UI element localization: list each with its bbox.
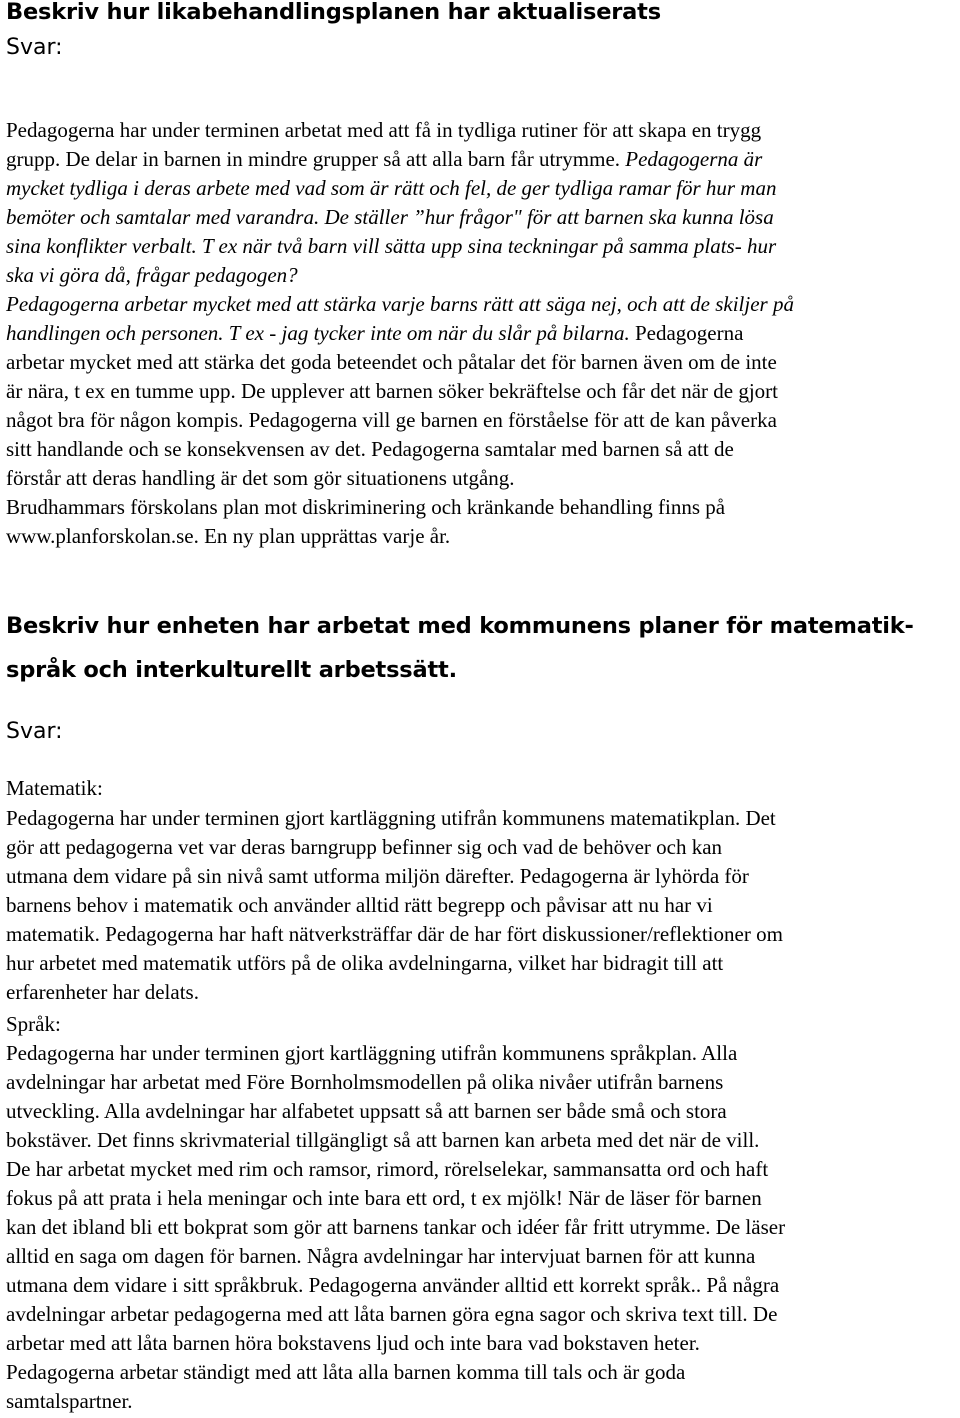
text-span: T ex när två barn vill sätta upp sina teckningar på samma plats- hur bbox=[201, 234, 777, 258]
text-span: är nära, t ex en tumme upp. bbox=[6, 379, 241, 403]
language-line: bokstäver. Det finns skrivmaterial tillgängligt så att barnen kan arbeta med det när de vill. bbox=[6, 1128, 760, 1152]
section1-line bbox=[6, 261, 956, 290]
text-span: Brudhammars förskolans plan mot diskriminering och kränkande behandling finns på bbox=[6, 495, 726, 519]
math-line: gör att pedagogerna vet var deras barngrupp befinner sig och vad de behöver och kan bbox=[6, 835, 723, 859]
language-line: kan det ibland bli ett bokprat som gör att barnens tankar och idéer får fritt utrymme. De läser bbox=[6, 1215, 786, 1239]
text-span: Pedagogerna är bbox=[625, 147, 763, 171]
section2-answer-label: Svar: bbox=[6, 719, 63, 744]
section1-line bbox=[6, 203, 956, 232]
language-line: utmana dem vidare i sitt språkbruk. Pedagogerna använder alltid ett korrekt språk.. På några bbox=[6, 1273, 780, 1297]
section1-heading: Beskriv hur likabehandlingsplanen har aktualiserats bbox=[6, 0, 661, 25]
math-label: Matematik: bbox=[6, 776, 103, 800]
math-line: utmana dem vidare på sin nivå samt utforma miljön därefter. Pedagogerna är lyhörda för bbox=[6, 864, 749, 888]
section2-heading-line2: språk och interkulturellt arbetssätt. bbox=[6, 657, 457, 683]
language-line: avdelningar arbetar pedagogerna med att låta barnen göra egna sagor och skriva text till. De bbox=[6, 1302, 778, 1326]
math-line: erfarenheter har delats. bbox=[6, 980, 199, 1004]
language-line: samtalspartner. bbox=[6, 1389, 133, 1413]
text-span: T ex - jag tycker inte om när du slår på bilarna. bbox=[228, 321, 635, 345]
text-span: Pedagogerna arbetar mycket med att stärka varje barns rätt att säga nej, och att de skiljer på bbox=[6, 292, 794, 316]
text-span: Pedagogerna bbox=[634, 321, 744, 345]
language-line: utveckling. Alla avdelningar har alfabetet uppsatt så att barnen ser både små och stora bbox=[6, 1099, 727, 1123]
section1-line bbox=[6, 319, 956, 348]
section1-line bbox=[6, 435, 956, 464]
text-span: sina konflikter verbalt. bbox=[6, 234, 202, 258]
section1-line bbox=[6, 116, 956, 145]
text-span: bemöter och samtalar med varandra. bbox=[6, 205, 325, 229]
language-line: arbetar med att låta barnen höra bokstavens ljud och inte bara vad bokstaven heter. bbox=[6, 1331, 700, 1355]
section1-answer-label: Svar: bbox=[6, 35, 63, 60]
language-line: Pedagogerna arbetar ständigt med att låta alla barnen komma till tals och är goda bbox=[6, 1360, 686, 1384]
section1-line bbox=[6, 522, 956, 551]
math-line: matematik. Pedagogerna har haft nätverksträffar där de har fört diskussioner/reflektioner om bbox=[6, 922, 783, 946]
language-body bbox=[6, 1039, 956, 1416]
section1-line bbox=[6, 493, 956, 522]
language-line: avdelningar har arbetat med Före Bornholmsmodellen på olika nivåer utifrån barnens bbox=[6, 1070, 724, 1094]
text-span: handlingen och personen. bbox=[6, 321, 229, 345]
math-line: barnens behov i matematik och använder alltid rätt begrepp och påvisar att nu har vi bbox=[6, 893, 713, 917]
section1-line bbox=[6, 174, 956, 203]
section1-line bbox=[6, 464, 956, 493]
text-span: ska vi göra då, frågar pedagogen? bbox=[6, 263, 298, 287]
language-line: De har arbetat mycket med rim och ramsor, rimord, rörelselekar, sammansatta ord och haft bbox=[6, 1157, 769, 1181]
language-line: Pedagogerna har under terminen gjort kartläggning utifrån kommunens språkplan. Alla bbox=[6, 1041, 738, 1065]
language-line: fokus på att prata i hela meningar och inte bara ett ord, t ex mjölk! När de läser för barnen bbox=[6, 1186, 762, 1210]
section1-body bbox=[6, 116, 956, 551]
math-line: hur arbetet med matematik utförs på de olika avdelningarna, vilket har bidragit till att bbox=[6, 951, 724, 975]
text-span: grupp. De delar in barnen in mindre grupper så att alla barn får utrymme. bbox=[6, 147, 626, 171]
section1-line bbox=[6, 406, 956, 435]
text-span: Pedagogerna samtalar med barnen så att de bbox=[371, 437, 734, 461]
text-span: De ställer ”hur frågor" för att barnen ska kunna lösa bbox=[324, 205, 774, 229]
section1-line bbox=[6, 232, 956, 261]
text-span: Pedagogerna har under terminen arbetat med att få in tydliga rutiner för att skapa en trygg bbox=[6, 118, 762, 142]
text-span: sitt handlande och se konsekvensen av det. bbox=[6, 437, 372, 461]
section1-line bbox=[6, 290, 956, 319]
language-label: Språk: bbox=[6, 1012, 61, 1036]
section2-heading-line1: Beskriv hur enheten har arbetat med kommunens planer för matematik- bbox=[6, 613, 914, 639]
text-span: www.planforskolan.se. En ny plan upprättas varje år. bbox=[6, 524, 451, 548]
text-span: mycket tydliga i deras arbete med vad som är rätt och fel, de ger tydliga ramar för hur man bbox=[6, 176, 777, 200]
math-line: Pedagogerna har under terminen gjort kartläggning utifrån kommunens matematikplan. Det bbox=[6, 806, 776, 830]
text-span: De upplever att barnen söker bekräftelse och får det när de gjort bbox=[241, 379, 779, 403]
text-span: arbetar mycket med att stärka det goda beteendet och påtalar det för barnen även om de inte bbox=[6, 350, 777, 374]
section1-line bbox=[6, 348, 956, 377]
math-body bbox=[6, 804, 956, 1007]
text-span: något bra för någon kompis. bbox=[6, 408, 249, 432]
language-line: alltid en saga om dagen för barnen. Några avdelningar har intervjuat barnen för att kunna bbox=[6, 1244, 756, 1268]
section1-line bbox=[6, 377, 956, 406]
text-span: förstår att deras handling är det som gör situationens utgång. bbox=[6, 466, 515, 490]
section1-line bbox=[6, 145, 956, 174]
text-span: Pedagogerna vill ge barnen en förståelse för att de kan påverka bbox=[248, 408, 777, 432]
